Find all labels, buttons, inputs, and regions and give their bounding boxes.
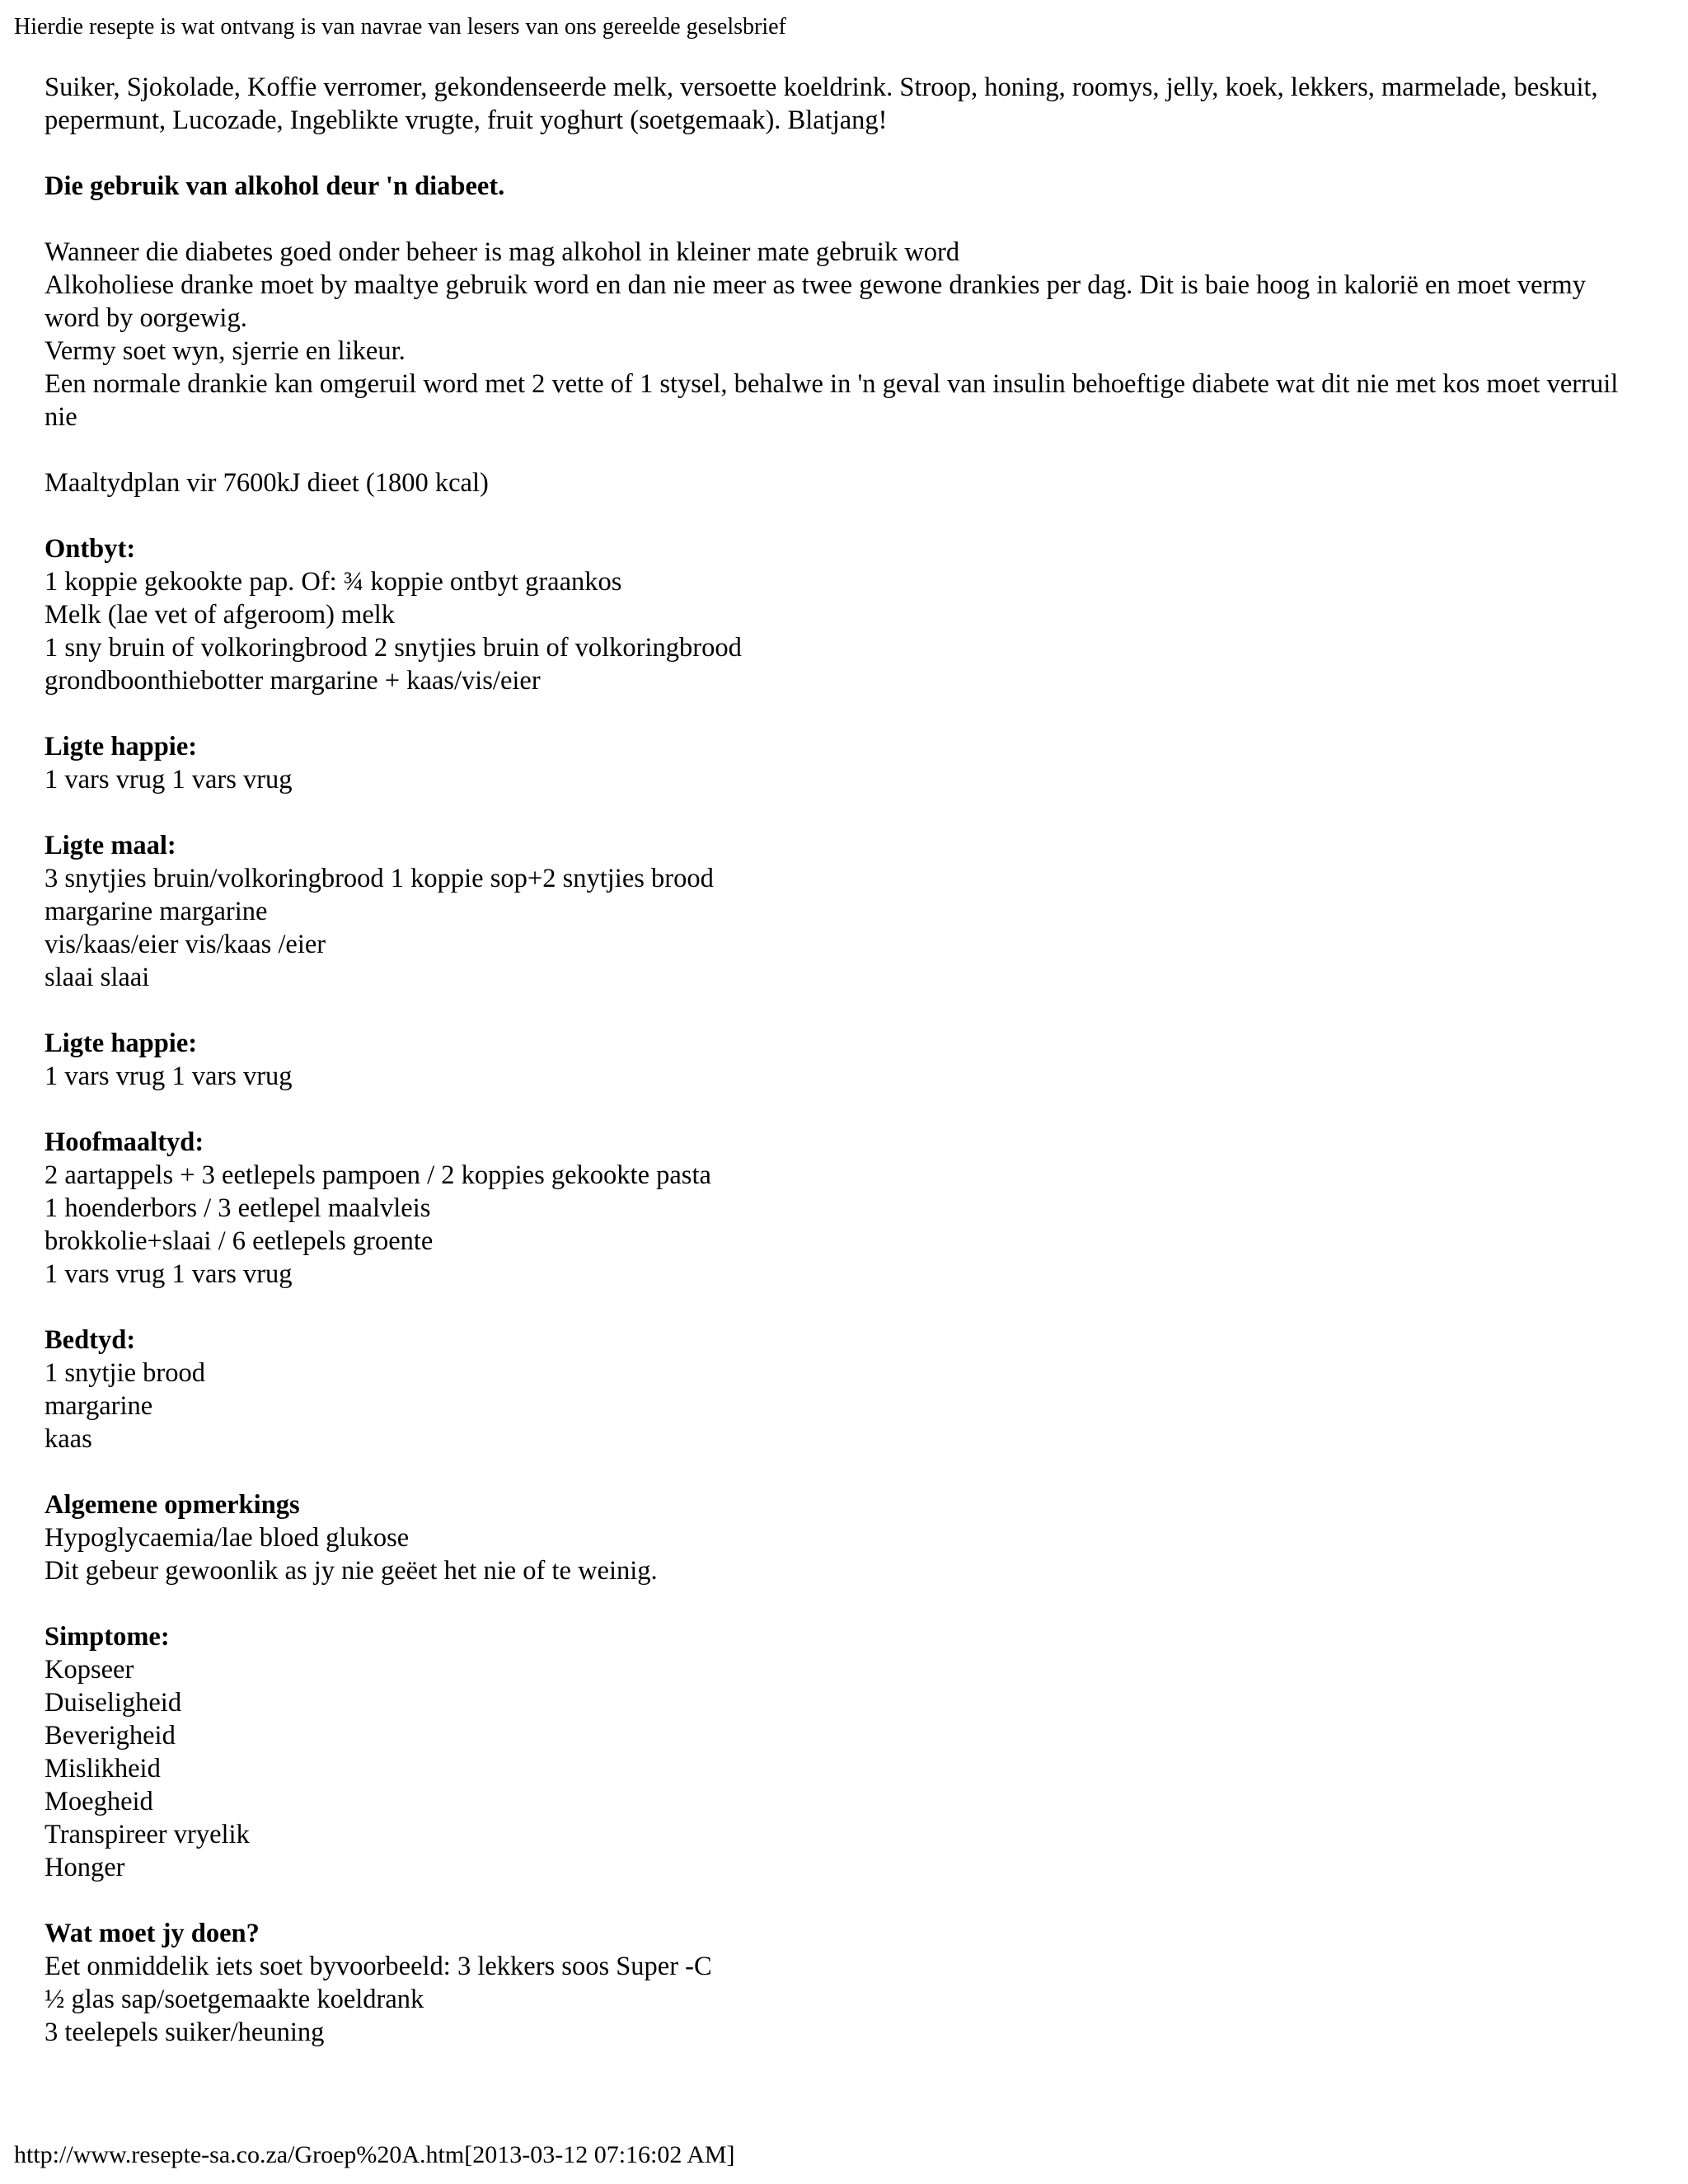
page-header: Hierdie resepte is wat ontvang is van navrae van lesers van ons gereelde geselsbrief [14, 14, 786, 40]
text-line: Mislikheid [45, 1754, 161, 1783]
section-heading: Ligte happie: [45, 1029, 198, 1058]
text-line: 1 sny bruin of volkoringbrood 2 snytjies bruin of volkoringbrood [45, 633, 742, 663]
blank-line [45, 137, 1652, 170]
text-line: grondboonthiebotter margarine + kaas/vis/eier [45, 666, 541, 696]
text-line: Melk (lae vet of afgeroom) melk [45, 600, 396, 630]
text-line: brokkolie+slaai / 6 eetlepels groente [45, 1226, 434, 1256]
text-line: 1 vars vrug 1 vars vrug [45, 765, 293, 794]
text-line: Maaltydplan vir 7600kJ dieet (1800 kcal) [45, 468, 489, 498]
text-line: slaai slaai [45, 963, 150, 992]
text-line: Transpireer vryelik [45, 1820, 250, 1849]
blank-line [45, 994, 1652, 1027]
section-heading: Ligte happie: [45, 732, 198, 762]
text-line: Wanneer die diabetes goed onder beheer is mag alkohol in kleiner mate gebruik word [45, 237, 960, 267]
text-line: 3 teelepels suiker/heuning [45, 2018, 325, 2047]
text-line: vis/kaas/eier vis/kaas /eier [45, 930, 326, 959]
text-line: Een normale drankie kan omgeruil word met 2 vette of 1 stysel, behalwe in 'n geval van insulin behoeftige diabete wat dit nie met kos moet verruil [45, 369, 1619, 399]
text-line: margarine [45, 1391, 153, 1421]
text-line: ½ glas sap/soetgemaakte koeldrank [45, 1985, 424, 2014]
section-heading: Die gebruik van alkohol deur 'n diabeet. [45, 171, 505, 201]
document-body [45, 71, 1652, 2049]
blank-line [45, 1455, 1652, 1488]
text-line: Eet onmiddelik iets soet byvoorbeeld: 3 lekkers soos Super -C [45, 1952, 712, 1981]
text-line: Hypoglycaemia/lae bloed glukose [45, 1523, 410, 1553]
text-line: Dit gebeur gewoonlik as jy nie geëet het nie of te weinig. [45, 1556, 658, 1586]
text-line: word by oorgewig. [45, 303, 247, 333]
text-line: Beverigheid [45, 1721, 176, 1750]
section-heading: Algemene opmerkings [45, 1490, 300, 1520]
text-line: nie [45, 402, 77, 432]
blank-line [45, 1587, 1652, 1620]
text-line: Honger [45, 1853, 125, 1882]
text-line: margarine margarine [45, 897, 268, 926]
text-line: 1 koppie gekookte pap. Of: ¾ koppie ontbyt graankos [45, 567, 622, 597]
text-line: Vermy soet wyn, sjerrie en likeur. [45, 336, 406, 366]
section-heading: Bedtyd: [45, 1325, 136, 1355]
section-heading: Wat moet jy doen? [45, 1919, 260, 1948]
blank-line [45, 434, 1652, 466]
page-footer-url: http://www.resepte-sa.co.za/Groep%20A.htm[2013-03-12 07:16:02 AM] [14, 2141, 735, 2168]
blank-line [45, 499, 1652, 532]
blank-line [45, 796, 1652, 829]
blank-line [45, 697, 1652, 730]
text-line: kaas [45, 1424, 92, 1454]
blank-line [45, 1093, 1652, 1126]
section-heading: Hoofmaaltyd: [45, 1127, 204, 1157]
section-heading: Ligte maal: [45, 831, 176, 860]
section-heading: Simptome: [45, 1622, 170, 1652]
text-line: Duiseligheid [45, 1688, 182, 1718]
text-line: 1 vars vrug 1 vars vrug [45, 1062, 293, 1091]
text-line: 1 snytjie brood [45, 1358, 205, 1388]
text-line: 1 vars vrug 1 vars vrug [45, 1259, 293, 1289]
text-line: Alkoholiese dranke moet by maaltye gebruik word en dan nie meer as twee gewone drankies per dag. Dit is baie hoog in kalorië en moet vermy [45, 270, 1586, 300]
text-line: 2 aartappels + 3 eetlepels pampoen / 2 koppies gekookte pasta [45, 1160, 711, 1190]
section-heading: Ontbyt: [45, 534, 136, 564]
text-line: pepermunt, Lucozade, Ingeblikte vrugte, fruit yoghurt (soetgemaak). Blatjang! [45, 105, 888, 135]
blank-line [45, 1884, 1652, 1917]
text-line: 1 hoenderbors / 3 eetlepel maalvleis [45, 1193, 431, 1223]
text-line: Suiker, Sjokolade, Koffie verromer, gekondenseerde melk, versoette koeldrink. Stroop, honing, roomys, jelly, koek, lekkers, marmelade, beskuit, [45, 73, 1598, 102]
blank-line [45, 1291, 1652, 1324]
blank-line [45, 203, 1652, 236]
text-line: Moegheid [45, 1787, 153, 1816]
text-line: Kopseer [45, 1655, 134, 1685]
text-line: 3 snytjies bruin/volkoringbrood 1 koppie sop+2 snytjies brood [45, 864, 714, 893]
